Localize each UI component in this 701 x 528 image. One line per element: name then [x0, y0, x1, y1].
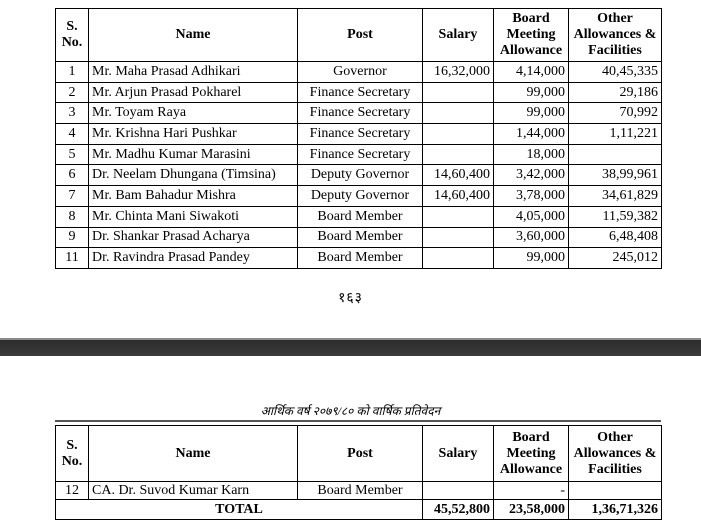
page-separator: [0, 340, 701, 356]
cell-sno: 4: [56, 124, 89, 145]
cell-post: Deputy Governor: [298, 186, 423, 207]
cell-board: 3,60,000: [494, 227, 569, 248]
cell-board: 18,000: [494, 144, 569, 165]
cell-salary: [423, 103, 494, 124]
cell-other: 38,99,961: [569, 165, 662, 186]
col-header-board-meeting-allowance: Board Meeting Allowance: [494, 9, 569, 62]
cell-other: 6,48,408: [569, 227, 662, 248]
cell-other: 29,186: [569, 82, 662, 103]
cell-other: [569, 144, 662, 165]
table-row: [56, 62, 662, 83]
cell-post: Finance Secretary: [298, 82, 423, 103]
cell-board: 3,42,000: [494, 165, 569, 186]
cell-sno: 7: [56, 186, 89, 207]
cell-other: 11,59,382: [569, 206, 662, 227]
cell-board: 3,78,000: [494, 186, 569, 207]
table-row: [56, 82, 662, 103]
cell-sno: 5: [56, 144, 89, 165]
cell-salary: [423, 124, 494, 145]
col-header-name: Name: [89, 9, 298, 62]
cell-other: 1,11,221: [569, 124, 662, 145]
table-row: [56, 103, 662, 124]
cell-other: 245,012: [569, 248, 662, 269]
cell-name: Mr. Bam Bahadur Mishra: [89, 186, 298, 207]
cell-board: 99,000: [494, 248, 569, 269]
cell-name: Mr. Toyam Raya: [89, 103, 298, 124]
cell-name: Mr. Maha Prasad Adhikari: [89, 62, 298, 83]
cell-name: Dr. Shankar Prasad Acharya: [89, 227, 298, 248]
col-header-name: Name: [89, 426, 298, 482]
table-row: [56, 144, 662, 165]
col-header-other-allowances: Other Allowances & Facilities: [569, 426, 662, 482]
page-number: १६३: [338, 291, 363, 306]
total-label: TOTAL: [56, 500, 423, 520]
cell-other: [569, 482, 662, 500]
cell-salary: [423, 206, 494, 227]
table-row: [56, 206, 662, 227]
cell-salary: [423, 482, 494, 500]
cell-board: 4,05,000: [494, 206, 569, 227]
cell-name: Mr. Madhu Kumar Marasini: [89, 144, 298, 165]
cell-post: Board Member: [298, 206, 423, 227]
cell-sno: 12: [56, 482, 89, 500]
cell-sno: 6: [56, 165, 89, 186]
cell-name: Mr. Arjun Prasad Pokharel: [89, 82, 298, 103]
cell-salary: [423, 144, 494, 165]
cell-sno: 11: [56, 248, 89, 269]
col-header-post: Post: [298, 9, 423, 62]
cell-name: Mr. Krishna Hari Pushkar: [89, 124, 298, 145]
col-header-sno: S. No.: [56, 9, 89, 62]
col-header-sno: S. No.: [56, 426, 89, 482]
cell-name: CA. Dr. Suvod Kumar Karn: [89, 482, 298, 500]
cell-salary: 14,60,400: [423, 186, 494, 207]
cell-sno: 9: [56, 227, 89, 248]
cell-post: Board Member: [298, 248, 423, 269]
cell-name: Dr. Ravindra Prasad Pandey: [89, 248, 298, 269]
cell-board: 4,14,000: [494, 62, 569, 83]
cell-board: 1,44,000: [494, 124, 569, 145]
col-header-salary: Salary: [423, 9, 494, 62]
table-row: [56, 248, 662, 269]
total-salary: 45,52,800: [423, 500, 494, 520]
cell-salary: [423, 82, 494, 103]
cell-post: Governor: [298, 62, 423, 83]
cell-sno: 8: [56, 206, 89, 227]
cell-name: Dr. Neelam Dhungana (Timsina): [89, 165, 298, 186]
cell-salary: [423, 248, 494, 269]
col-header-post: Post: [298, 426, 423, 482]
cell-post: Finance Secretary: [298, 124, 423, 145]
cell-post: Board Member: [298, 482, 423, 500]
cell-other: 70,992: [569, 103, 662, 124]
cell-salary: 14,60,400: [423, 165, 494, 186]
cell-board: -: [494, 482, 569, 500]
cell-other: 40,45,335: [569, 62, 662, 83]
cell-board: 99,000: [494, 103, 569, 124]
table-row: [56, 186, 662, 207]
table-row: [56, 124, 662, 145]
cell-post: Finance Secretary: [298, 103, 423, 124]
total-row: [56, 500, 662, 520]
cell-sno: 2: [56, 82, 89, 103]
table-header-row: [56, 9, 662, 62]
cell-salary: [423, 227, 494, 248]
running-header: आर्थिक वर्ष २०७९/८० को वार्षिक प्रतिवेदन: [260, 404, 441, 418]
cell-sno: 1: [56, 62, 89, 83]
running-header-rule: [55, 420, 661, 422]
cell-name: Mr. Chinta Mani Siwakoti: [89, 206, 298, 227]
col-header-salary: Salary: [423, 426, 494, 482]
board-remuneration-table-page-1: [55, 8, 662, 269]
table-header-row: [56, 426, 662, 482]
cell-board: 99,000: [494, 82, 569, 103]
col-header-board-meeting-allowance: Board Meeting Allowance: [494, 426, 569, 482]
total-other: 1,36,71,326: [569, 500, 662, 520]
cell-post: Finance Secretary: [298, 144, 423, 165]
table-row: [56, 227, 662, 248]
cell-post: Deputy Governor: [298, 165, 423, 186]
cell-other: 34,61,829: [569, 186, 662, 207]
total-board: 23,58,000: [494, 500, 569, 520]
col-header-other-allowances: Other Allowances & Facilities: [569, 9, 662, 62]
cell-sno: 3: [56, 103, 89, 124]
cell-salary: 16,32,000: [423, 62, 494, 83]
table-row: [56, 165, 662, 186]
cell-post: Board Member: [298, 227, 423, 248]
table-row: [56, 482, 662, 500]
board-remuneration-table-page-2: [55, 425, 662, 520]
